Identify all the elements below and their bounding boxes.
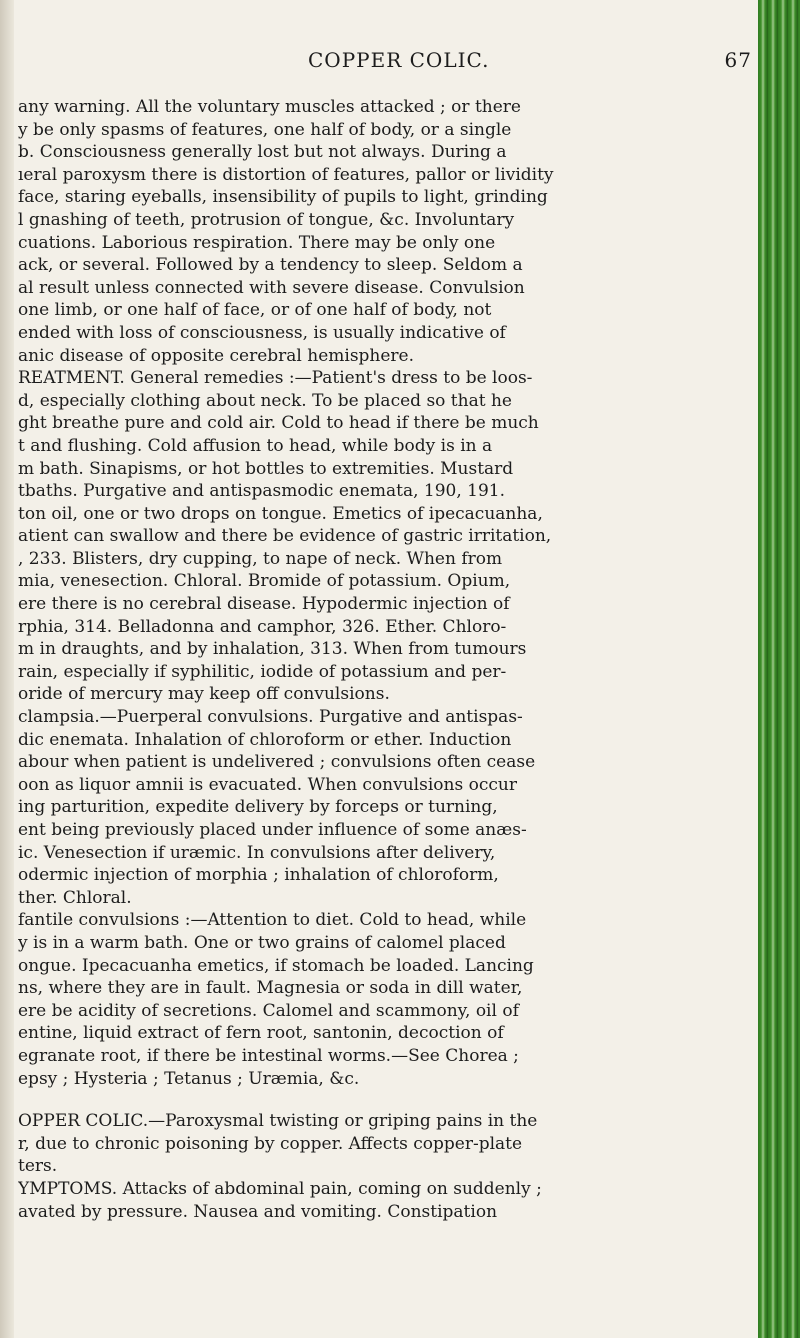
text-line: ent being previously placed under influence of some anæs-	[18, 820, 527, 840]
text-line: rain, especially if syphilitic, iodide of potassium and per-	[18, 661, 507, 682]
body-text	[18, 96, 752, 1223]
text-line: dic enemata. Inhalation of chloroform or ether. Induction	[18, 729, 512, 750]
page-edge-strip	[758, 0, 800, 1338]
page-number: 67	[724, 48, 752, 72]
text-line: ere be acidity of secretions. Calomel and scammony, oil of	[18, 1000, 519, 1021]
text-line: mia, venesection. Chloral. Bromide of potassium. Opium,	[18, 571, 511, 592]
text-line: odermic injection of morphia ; inhalation of chloroform,	[18, 865, 499, 886]
text-line: OPPER COLIC.—Paroxysmal twisting or griping pains in the	[18, 1111, 538, 1132]
text-line: t and flushing. Cold affusion to head, while body is in a	[18, 435, 493, 456]
text-line: m in draughts, and by inhalation, 313. When from tumours	[18, 639, 527, 660]
text-line: oride of mercury may keep off convulsions.	[18, 684, 390, 705]
text-line: , 233. Blisters, dry cupping, to nape of neck. When from	[18, 548, 503, 569]
text-line: oon as liquor amnii is evacuated. When convulsions occur	[18, 774, 517, 795]
text-line: anic disease of opposite cerebral hemisphere.	[18, 345, 415, 366]
running-head-title: COPPER COLIC.	[308, 48, 490, 72]
text-line: one limb, or one half of face, or of one half of body, not	[18, 300, 492, 321]
text-line: ere there is no cerebral disease. Hypodermic injection of	[18, 594, 510, 615]
text-line: entine, liquid extract of fern root, santonin, decoction of	[18, 1023, 504, 1044]
paragraph-gap	[18, 1090, 752, 1110]
text-line: epsy ; Hysteria ; Tetanus ; Uræmia, &c.	[18, 1068, 360, 1089]
book-page	[18, 0, 752, 1338]
text-line: ıeral paroxysm there is distortion of features, pallor or lividity	[18, 164, 554, 185]
text-line: REATMENT. General remedies :—Patient's dress to be loos-	[18, 368, 533, 389]
text-line: ing parturition, expedite delivery by forceps or turning,	[18, 797, 498, 818]
text-line: al result unless connected with severe disease. Convulsion	[18, 277, 525, 298]
text-line: ongue. Ipecacuanha emetics, if stomach be loaded. Lancing	[18, 955, 534, 976]
text-line: m bath. Sinapisms, or hot bottles to extremities. Mustard	[18, 458, 514, 479]
text-line: ns, where they are in fault. Magnesia or soda in dill water,	[18, 978, 523, 999]
binding-gutter	[0, 0, 14, 1338]
text-line: ic. Venesection if uræmic. In convulsions after delivery,	[18, 842, 496, 863]
text-line: ack, or several. Followed by a tendency to sleep. Seldom a	[18, 255, 523, 276]
text-line: ters.	[18, 1156, 58, 1177]
text-line: ther. Chloral.	[18, 887, 132, 908]
text-line: l gnashing of teeth, protrusion of tongue, &c. Involuntary	[18, 209, 515, 230]
text-line: tbaths. Purgative and antispasmodic enemata, 190, 191.	[18, 481, 506, 502]
text-line: any warning. All the voluntary muscles attacked ; or there	[18, 97, 521, 117]
text-line: egranate root, if there be intestinal worms.—See Chorea ;	[18, 1045, 519, 1066]
text-line: ton oil, one or two drops on tongue. Emetics of ipecacuanha,	[18, 503, 543, 524]
text-line: abour when patient is undelivered ; convulsions often cease	[18, 752, 536, 773]
text-line: ended with loss of consciousness, is usually indicative of	[18, 322, 506, 343]
text-line: b. Consciousness generally lost but not always. During a	[18, 142, 507, 163]
text-line: clampsia.—Puerperal convulsions. Purgative and antispas-	[18, 707, 523, 728]
text-line: r, due to chronic poisoning by copper. Affects copper-plate	[18, 1133, 523, 1154]
text-line: cuations. Laborious respiration. There may be only one	[18, 232, 496, 253]
running-head	[18, 48, 752, 74]
text-line: d, especially clothing about neck. To be placed so that he	[18, 390, 512, 411]
text-line: face, staring eyeballs, insensibility of pupils to light, grinding	[18, 187, 548, 208]
text-line: avated by pressure. Nausea and vomiting. Constipation	[18, 1201, 498, 1222]
text-line: rphia, 314. Belladonna and camphor, 326. Ether. Chloro-	[18, 616, 507, 637]
text-line: fantile convulsions :—Attention to diet. Cold to head, while	[18, 910, 527, 931]
text-line: y is in a warm bath. One or two grains of calomel placed	[18, 932, 506, 953]
text-line: y be only spasms of features, one half of body, or a single	[18, 119, 512, 140]
text-line: atient can swallow and there be evidence of gastric irritation,	[18, 526, 552, 547]
text-line: ght breathe pure and cold air. Cold to head if there be much	[18, 413, 539, 434]
text-line: YMPTOMS. Attacks of abdominal pain, coming on suddenly ;	[18, 1178, 542, 1199]
